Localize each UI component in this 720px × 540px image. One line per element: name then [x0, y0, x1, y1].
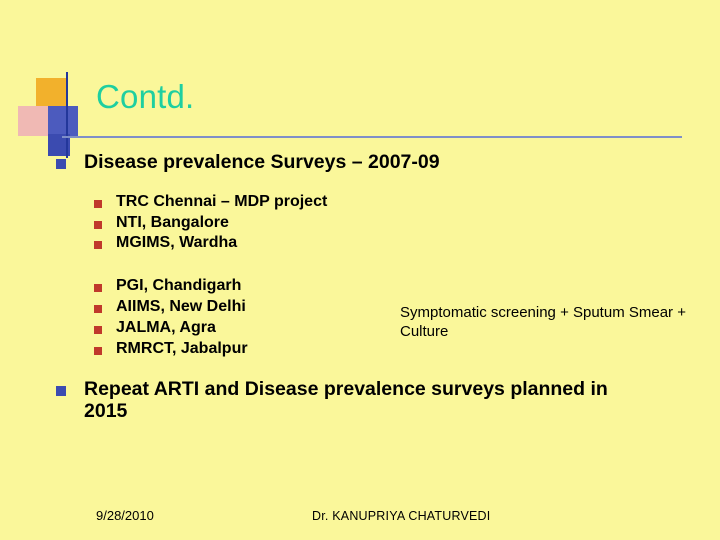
title-divider — [62, 136, 682, 138]
bullet-text: Disease prevalence Surveys – 2007-09 — [84, 151, 440, 173]
square-bullet-icon — [94, 200, 102, 208]
blue-square-icon — [48, 106, 78, 136]
square-bullet-icon — [94, 221, 102, 229]
list-item-label: MGIMS, Wardha — [116, 234, 238, 252]
sidenote-text: Symptomatic screening + Sputum Smear + Culture — [400, 304, 686, 340]
footer-date: 9/28/2010 — [96, 508, 154, 523]
pink-square-icon — [18, 106, 48, 136]
square-bullet-icon — [94, 326, 102, 334]
decorative-logo — [18, 78, 98, 158]
bullet-level1-heading2 — [0, 379, 720, 423]
list-item — [0, 194, 720, 211]
square-bullet-icon — [94, 241, 102, 249]
list-item-label: AIIMS, New Delhi — [116, 298, 246, 316]
gap — [0, 176, 720, 194]
list-item — [0, 341, 720, 358]
list-item — [0, 278, 720, 295]
list-item — [0, 235, 720, 252]
list-item-label: JALMA, Agra — [116, 318, 216, 336]
bullet-level1-heading1 — [0, 152, 720, 174]
square-bullet-icon — [94, 305, 102, 313]
vertical-rule — [66, 72, 68, 158]
square-bullet-icon — [94, 284, 102, 292]
gap — [0, 256, 720, 278]
square-bullet-icon — [56, 386, 66, 396]
orange-square-icon — [36, 78, 66, 108]
footer-author: Dr. KANUPRIYA CHATURVEDI — [312, 509, 491, 523]
list-item-label: RMRCT, Jabalpur — [116, 339, 248, 357]
square-bullet-icon — [56, 159, 66, 169]
list-item-label: TRC Chennai – MDP project — [116, 192, 328, 210]
list-item-label: NTI, Bangalore — [116, 213, 229, 231]
gap — [0, 361, 720, 379]
page-title: Contd. — [96, 78, 195, 115]
square-bullet-icon — [94, 347, 102, 355]
bullet-text: Repeat ARTI and Disease prevalence surveys planned in 2015 — [84, 378, 608, 423]
slide-content — [0, 152, 720, 425]
list-item — [0, 215, 720, 232]
list-item-label: PGI, Chandigarh — [116, 277, 242, 295]
